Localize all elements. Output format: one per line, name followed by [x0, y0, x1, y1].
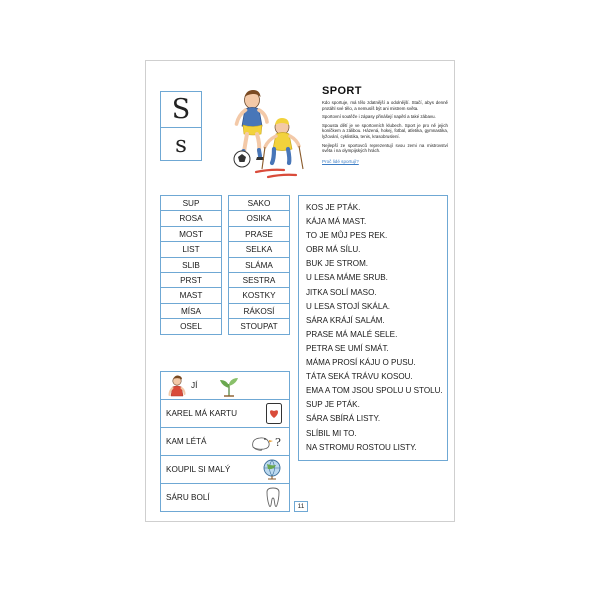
sentence-line: PETRA SE UMÍ SMÁT.: [306, 343, 389, 353]
letter-lowercase: s: [175, 132, 187, 158]
word-cell: STOUPAT: [228, 318, 290, 334]
word-cell: SLIB: [160, 257, 222, 273]
word-cell: MAST: [160, 287, 222, 303]
article-title: SPORT: [322, 85, 362, 97]
page-content: [154, 69, 448, 515]
word-cell: LIST: [160, 241, 222, 257]
word-column-left: [160, 195, 222, 334]
word-cell: SLÁMA: [228, 257, 290, 273]
word-cell: PRST: [160, 272, 222, 288]
svg-text:?: ?: [275, 436, 281, 449]
sentence-line: KOS JE PTÁK.: [306, 203, 361, 212]
word-cell: SESTRA: [228, 272, 290, 288]
article-paragraph: Nejlepší ze sportovců reprezentují svou zemi na mistrovství světa i na olympijských hrách.: [322, 142, 448, 154]
boy-eating-icon: [166, 374, 188, 397]
picture-row-text: SÁRU BOLÍ: [166, 493, 210, 502]
picture-sentence-row: [161, 400, 289, 428]
sentence-line: U LESA STOJÍ SKÁLA.: [306, 301, 390, 311]
picture-sentence-panel: [160, 371, 290, 512]
sentence-line: OBR MÁ SÍLU.: [306, 245, 361, 255]
sentence-line: NA STROMU ROSTOU LISTY.: [306, 442, 417, 452]
word-cell: OSEL: [160, 318, 222, 334]
word-cell: MÍSA: [160, 303, 222, 319]
globe-icon: [261, 458, 283, 481]
picture-row-text: JÍ: [191, 381, 198, 390]
sentence-line: EMA A TOM JSOU SPOLU U STOLU.: [306, 386, 443, 396]
word-cell: MOST: [160, 226, 222, 242]
sentence-panel: [298, 195, 448, 461]
picture-sentence-row: [161, 484, 289, 511]
picture-sentence-row: [161, 372, 289, 400]
word-cell: KOSTKY: [228, 287, 290, 303]
article-paragraph: Kdo sportuje, má tělo zdatnější a odolnější. Stačí, abys denně protáhl své tělo, a nemusíš být ani mistrem světa.: [322, 100, 448, 111]
sentence-line: SÁRA SBÍRÁ LISTY.: [306, 414, 381, 424]
sentence-line: SLÍBIL MI TO.: [306, 428, 357, 438]
sentence-line: PRASE MÁ MALÉ SELE.: [306, 329, 398, 339]
playing-card-icon: [265, 402, 283, 425]
picture-row-text: KAREL MÁ KARTU: [166, 409, 237, 418]
plant-icon: [216, 374, 242, 397]
article: [322, 85, 448, 164]
letter-box: [160, 91, 202, 161]
question-link[interactable]: Proč lidé sportují?: [322, 158, 359, 164]
letter-uppercase: S: [171, 94, 191, 125]
word-cell: SELKA: [228, 241, 290, 257]
word-cell: RÁKOSÍ: [228, 303, 290, 319]
bird-and-question-mark-icon: [249, 430, 283, 453]
sentence-line: KÁJA MÁ MAST.: [306, 217, 367, 227]
word-columns: [160, 195, 290, 334]
worksheet-page: [145, 60, 455, 522]
sentence-line: SÁRA KRÁJÍ SALÁM.: [306, 315, 385, 325]
sentence-line: BUK JE STROM.: [306, 259, 369, 269]
sentence-line: U LESA MÁME SRUB.: [306, 273, 388, 283]
letter-box-divider: [161, 127, 201, 128]
word-cell: SUP: [160, 195, 222, 211]
picture-sentence-row: [161, 428, 289, 456]
article-paragraph: Spousta dětí je ve sportovních klubech. Sport je pro ně jejich koníčkem a zálibou. Házená, hokej, fotbal, atletika, gymnastika, lyžování, cyklistika, tenis, krasobruslení.: [322, 122, 448, 139]
picture-row-text: KAM LÉTÁ: [166, 437, 207, 446]
soccer-player-and-skier-illustration: [212, 87, 317, 182]
picture-row-text: KOUPIL SI MALÝ: [166, 465, 231, 474]
word-cell: SAKO: [228, 195, 290, 211]
tooth-icon: [263, 486, 283, 509]
picture-sentence-row: [161, 456, 289, 484]
word-cell: OSIKA: [228, 210, 290, 226]
word-cell: ROSA: [160, 210, 222, 226]
word-cell: PRASE: [228, 226, 290, 242]
sentence-line: MÁMA PROSÍ KÁJU O PUSU.: [306, 358, 416, 368]
sentence-line: TÁTA SEKÁ TRÁVU KOSOU.: [306, 372, 413, 382]
article-paragraph: Sportovní soutěže i zápasy přinášejí napětí a také zábavu.: [322, 114, 436, 120]
sentence-line: SUP JE PTÁK.: [306, 400, 360, 410]
page-number: 11: [294, 501, 308, 512]
word-column-right: [228, 195, 290, 334]
sentence-line: TO JE MŮJ PES REK.: [306, 231, 388, 241]
sentence-line: JITKA SOLÍ MASO.: [306, 287, 377, 297]
